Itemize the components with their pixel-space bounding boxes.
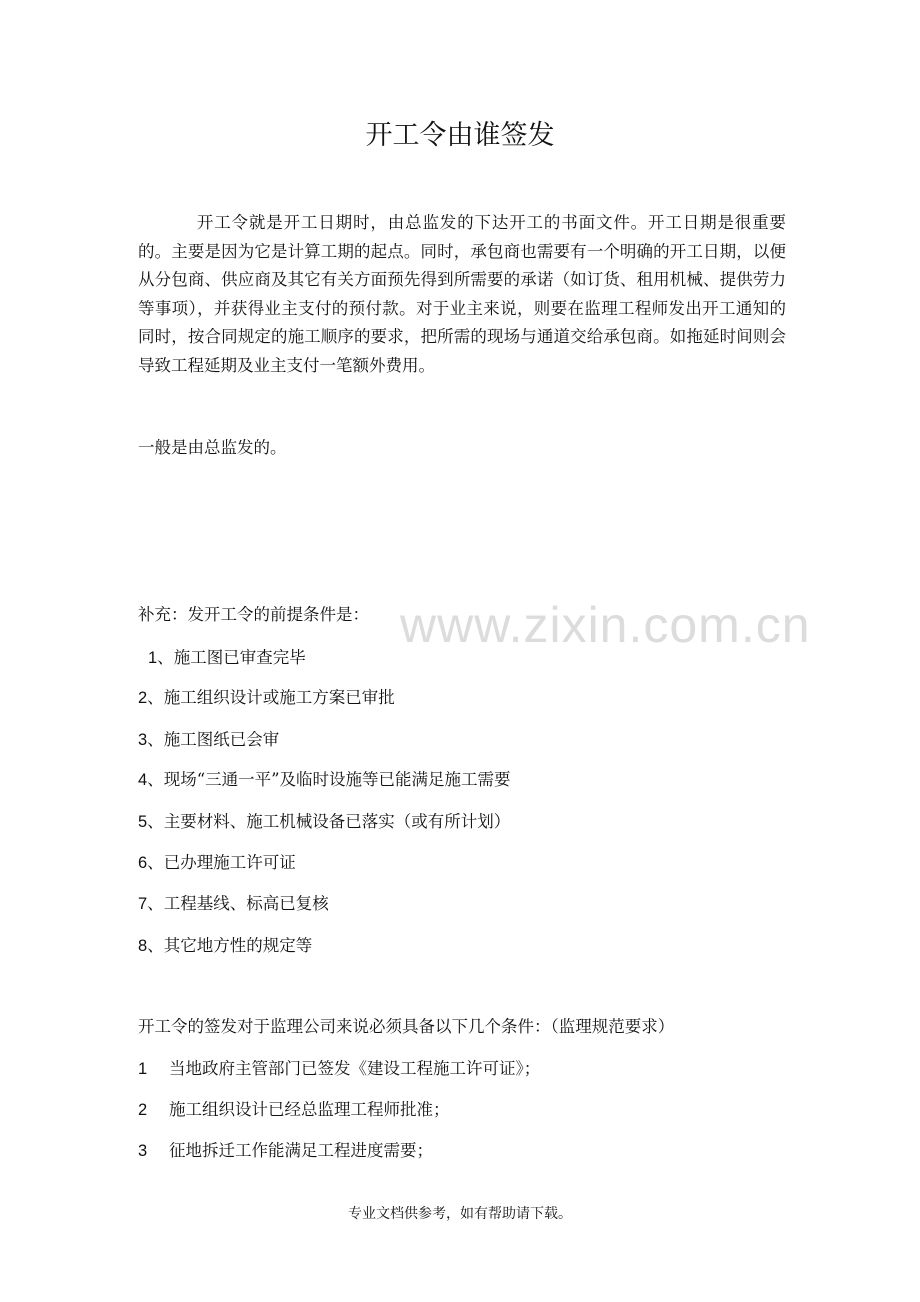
condition-number: 1、 [148,649,174,667]
requirement-number: 2 [138,1101,148,1119]
condition-number: 4、 [138,771,164,789]
condition-text: 工程基线、标高已复核 [163,894,329,913]
condition-item [138,728,279,752]
condition-number: 7、 [138,895,164,913]
requirement-text: 征地拆迁工作能满足工程进度需要； [169,1141,433,1160]
watermark: www.zixin.com.cn [400,597,811,653]
requirement-number: 1 [138,1060,148,1078]
answer-line: 一般是由总监发的。 [138,438,287,457]
supplement-heading: 补充：发开工令的前提条件是： [138,605,369,624]
supervision-heading: 开工令的签发对于监理公司来说必须具备以下几个条件：（监理规范要求） [138,1017,675,1036]
condition-number: 5、 [138,813,164,831]
condition-number: 2、 [138,689,164,707]
requirement-text: 当地政府主管部门已签发《建设工程施工许可证》； [169,1059,541,1078]
condition-text: 施工图纸已会审 [163,730,280,749]
page-footer: 专业文档供参考，如有帮助请下载。 [348,1206,572,1222]
document-title: 开工令由谁签发 [365,120,555,151]
requirement-text: 施工组织设计已经总监理工程师批准； [169,1100,450,1119]
condition-number: 3、 [138,731,164,749]
condition-item [138,851,296,875]
condition-text: 施工组织设计或施工方案已审批 [163,688,395,707]
condition-number: 8、 [138,937,164,955]
condition-item [138,686,395,710]
requirement-number: 3 [138,1142,148,1160]
intro-paragraph [138,209,786,380]
condition-text: 已办理施工许可证 [163,853,296,872]
condition-item [138,892,329,916]
requirement-item [138,1057,540,1081]
intro-paragraph-text: 开工令就是开工日期时，由总监发的下达开工的书面文件。开工日期是很重要的。主要是因为它是计算工期的起点。同时，承包商也需要有一个明确的开工日期，以便从分包商、供应商及其它有关方面预先得到所需要的承诺（如订货、租用机械、提供劳力等事项），并获得业主支付的预付款。对于业主来说，则要在监理工程师发出开工通知的同时，按合同规定的施工顺序的要求，把所需的现场与通道交给承包商。如拖延时间则会导致工程延期及业主支付一笔额外费用。 [138,213,786,375]
condition-text: 其它地方性的规定等 [163,936,313,955]
condition-item [148,646,306,670]
condition-text: 现场“三通一平”及临时设施等已能满足施工需要 [163,770,511,789]
requirement-item [138,1098,450,1122]
condition-item [138,768,511,792]
requirement-item [138,1139,433,1163]
condition-text: 施工图已审查完毕 [173,648,306,667]
condition-item [138,934,312,958]
condition-text: 主要材料、施工机械设备已落实（或有所计划） [163,812,511,831]
condition-number: 6、 [138,854,164,872]
condition-item [138,810,510,834]
